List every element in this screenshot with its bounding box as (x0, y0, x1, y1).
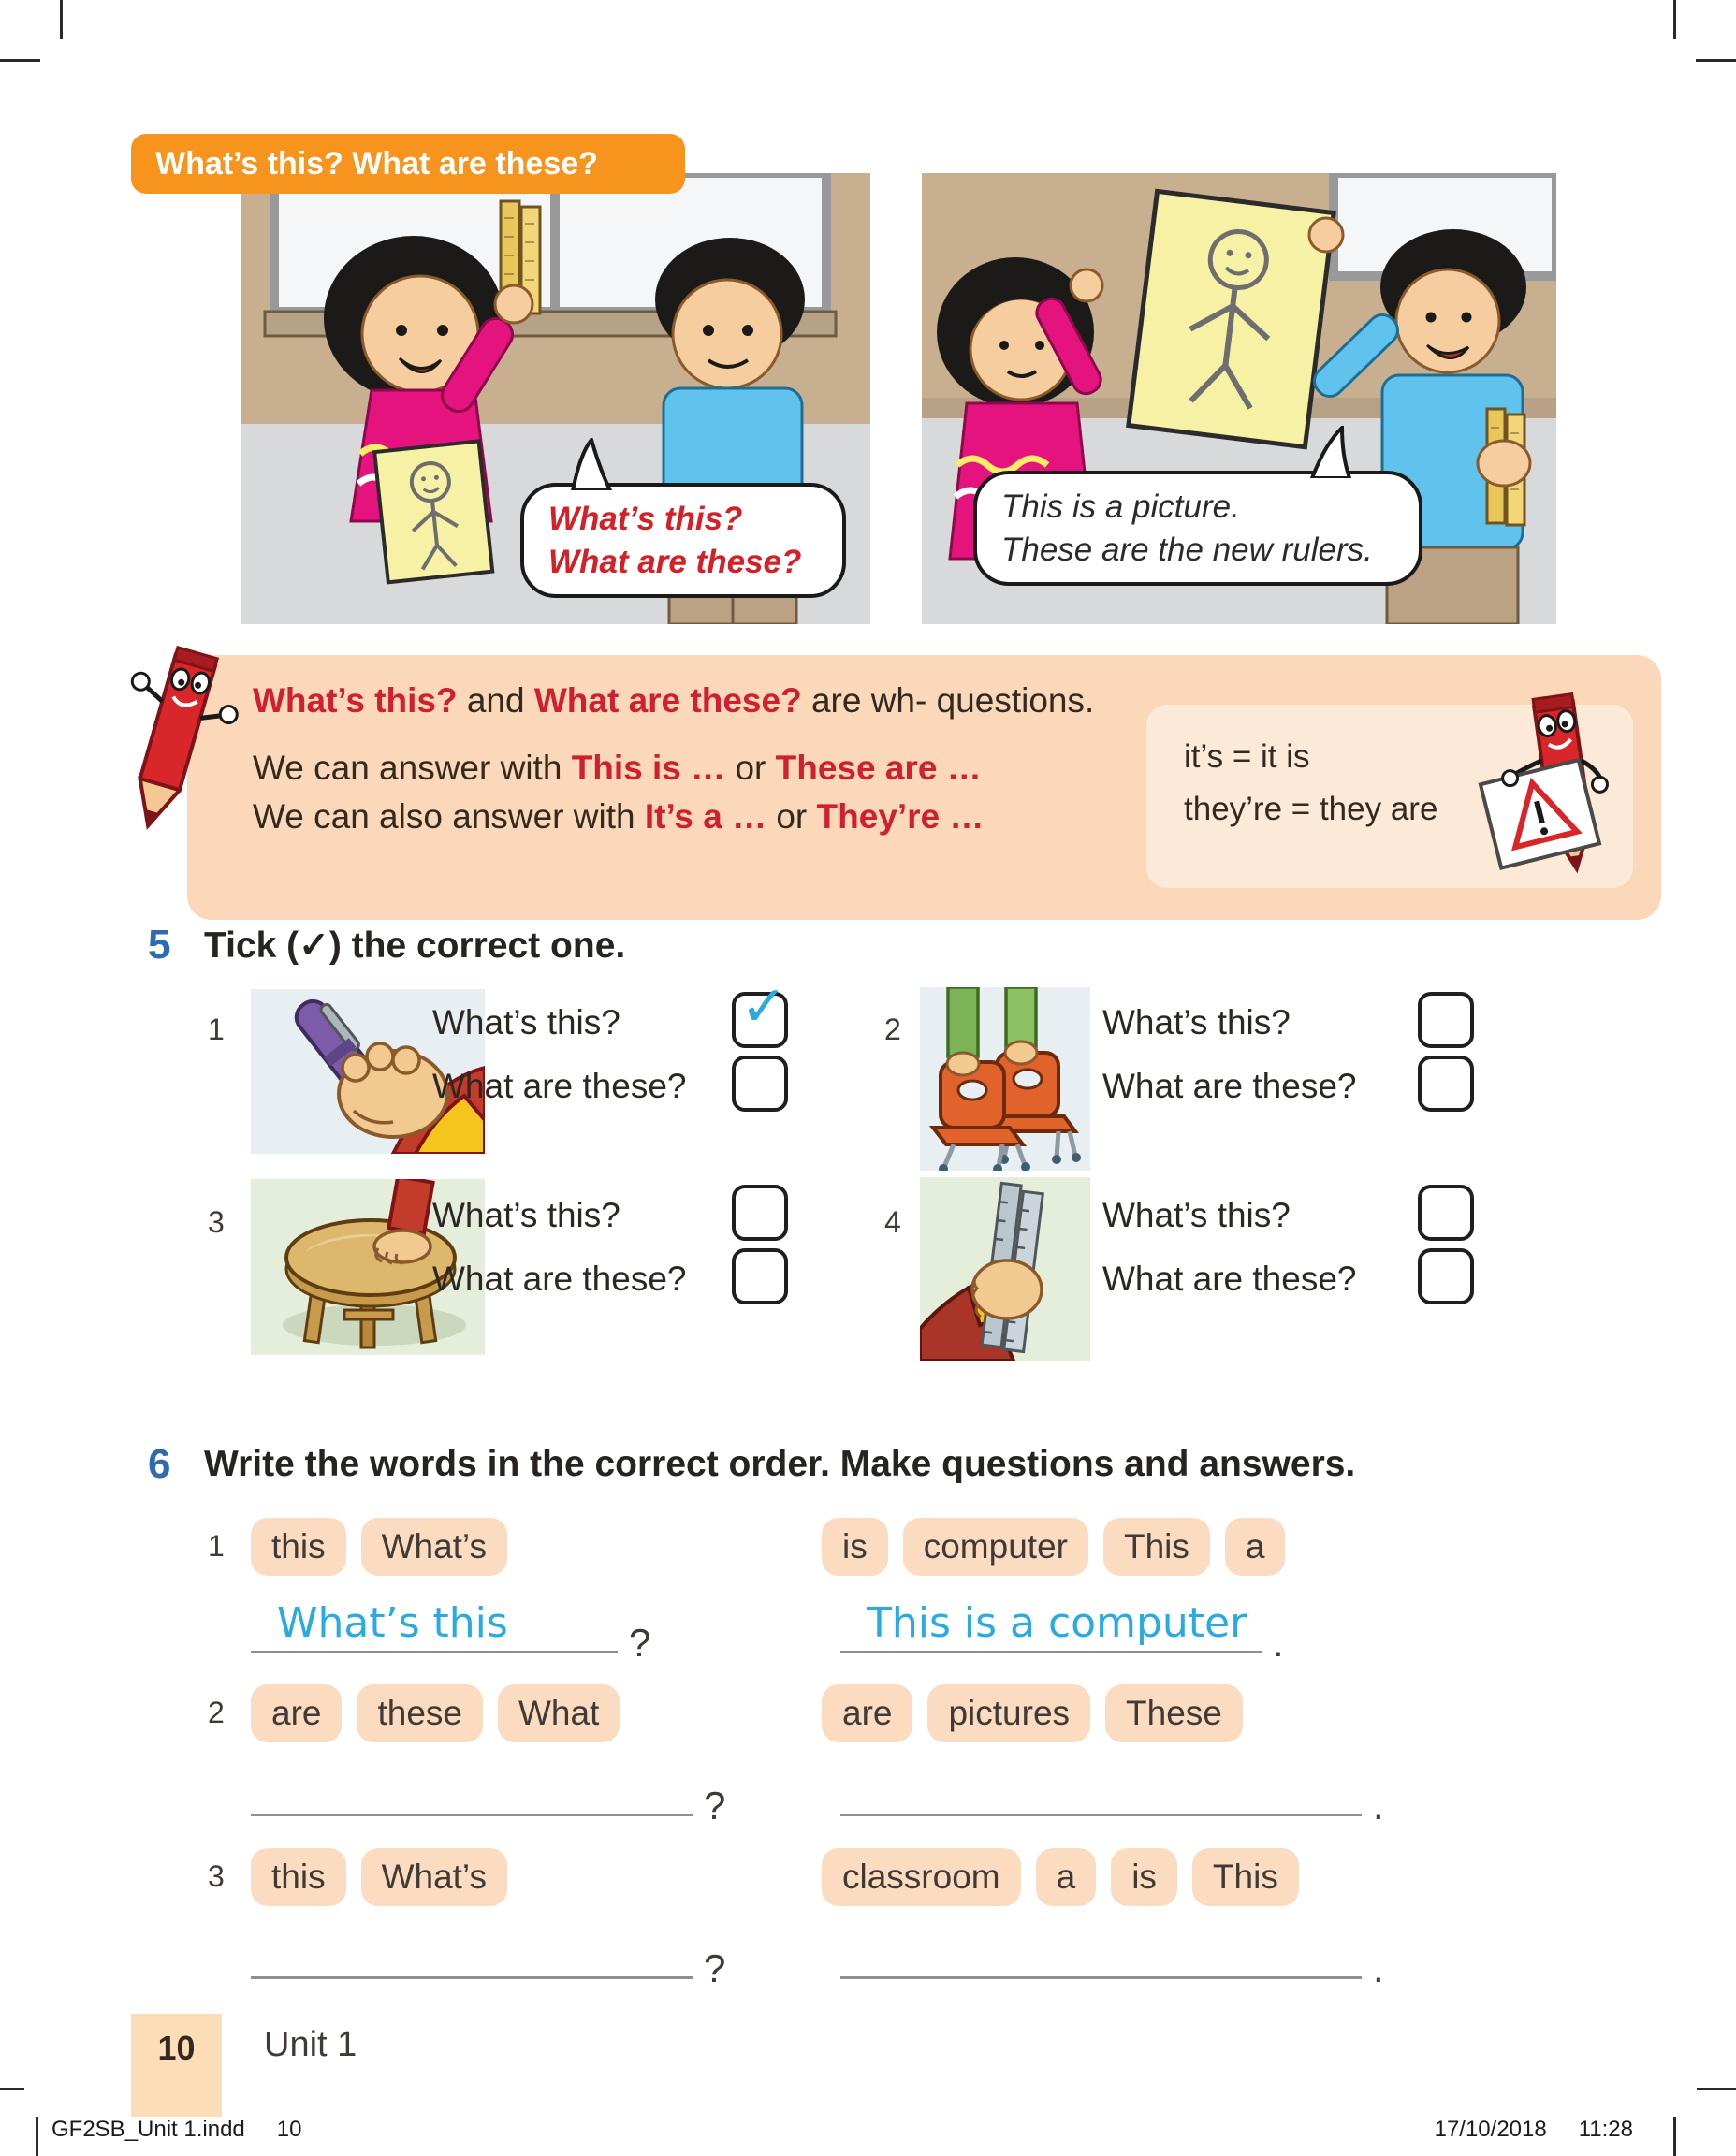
checkbox-item3-singular[interactable] (732, 1185, 788, 1241)
exercise6-number: 6 (148, 1441, 171, 1487)
question-mark: ? (704, 1784, 726, 1828)
option-plural-label: What are these? (432, 1067, 687, 1105)
question-answer-slot (251, 1591, 651, 1665)
grammar-question-2: What are these? (533, 681, 802, 720)
statement-answer-slot (840, 1916, 1384, 1990)
checkbox-item1-singular[interactable] (732, 974, 788, 1048)
page-number-tab (131, 2014, 222, 2117)
checkbox-item4-plural[interactable] (1418, 1248, 1474, 1304)
answer-line-question[interactable] (251, 1591, 618, 1653)
option-singular-label: What’s this? (1102, 1003, 1291, 1042)
item-number: 4 (884, 1205, 901, 1239)
item-photo-chairs (920, 987, 1090, 1175)
rulers-in-hand-icon (920, 1177, 1090, 1361)
full-stop: . (1273, 1621, 1284, 1665)
row-number: 3 (208, 1859, 225, 1893)
checkbox-item2-plural[interactable] (1418, 1056, 1474, 1112)
page-number: 10 (157, 2029, 196, 2067)
picture-paper-drawing (374, 441, 492, 582)
word-tile: pictures (927, 1684, 1090, 1742)
word-tile: computer (903, 1518, 1088, 1576)
full-stop: . (1373, 1946, 1384, 1990)
picture-paper-drawing (1129, 191, 1334, 446)
crop-mark (36, 2117, 38, 2156)
print-time: 11:28 (1578, 2117, 1633, 2142)
word-tile: a (1036, 1848, 1097, 1906)
print-info-right (1435, 2117, 1633, 2143)
question-answer-slot (251, 1916, 726, 1990)
word-tile-group (822, 1848, 1299, 1906)
word-tile: This (1192, 1848, 1299, 1906)
checkbox-item4-singular[interactable] (1418, 1185, 1474, 1241)
word-tile: a (1225, 1518, 1286, 1576)
checkbox-item3-plural[interactable] (732, 1248, 788, 1304)
contraction-note-line-1: it’s = it is (1184, 738, 1310, 775)
question-mark: ? (704, 1946, 726, 1990)
speech-bubble-tail (560, 438, 620, 490)
exercise5-number: 5 (148, 922, 171, 968)
item-number: 2 (884, 1012, 901, 1046)
speech-line: What’s this? (548, 501, 743, 537)
grammar-rule-line-2: We can answer with This is … or These are … (253, 749, 982, 787)
option-plural-label: What are these? (1102, 1260, 1357, 1298)
grammar-rule-line-1: What’s this? and What are these? are wh- questions. (253, 681, 1095, 720)
answer-line-statement[interactable] (840, 1754, 1362, 1816)
answer-line-question[interactable] (251, 1754, 693, 1816)
crop-mark (1673, 0, 1676, 39)
word-tile: These (1105, 1684, 1243, 1742)
option-plural-label: What are these? (1102, 1067, 1357, 1105)
statement-answer-slot (840, 1754, 1384, 1828)
crop-mark (0, 2088, 24, 2090)
word-tile: What’s (361, 1848, 507, 1906)
item-number: 3 (208, 1205, 225, 1239)
word-tile: This (1103, 1518, 1210, 1576)
crop-mark (0, 59, 40, 62)
crop-mark (1696, 59, 1736, 62)
full-stop: . (1373, 1784, 1384, 1828)
print-date: 17/10/2018 (1434, 2117, 1547, 2142)
answer-line-question[interactable] (251, 1916, 693, 1979)
crop-mark (60, 0, 63, 39)
speech-bubble-question (520, 483, 846, 598)
speech-line: These are the new rulers. (1001, 531, 1373, 568)
lesson-title-badge: What’s this? What are these? (131, 134, 685, 194)
word-tile: is (822, 1518, 888, 1576)
handwritten-answer: This is a computer (867, 1599, 1247, 1647)
item-number: 1 (208, 1012, 225, 1046)
handwritten-answer: What’s this (277, 1599, 508, 1647)
word-tile-group (251, 1518, 507, 1576)
option-singular-label: What’s this? (1102, 1196, 1291, 1234)
option-singular-label: What’s this? (432, 1003, 620, 1042)
answer-line-statement[interactable] (840, 1591, 1262, 1653)
statement-answer-slot (840, 1591, 1284, 1665)
word-tile: are (251, 1684, 342, 1742)
tick-mark: ✓ (740, 974, 788, 1040)
pencil-mascot-icon (105, 642, 255, 843)
option-plural-label: What are these? (432, 1260, 687, 1298)
speech-line: This is a picture. (1001, 488, 1240, 525)
exercise6-title: Write the words in the correct order. Make questions and answers. (204, 1444, 1356, 1484)
checkbox-item2-singular[interactable] (1418, 992, 1474, 1048)
question-answer-slot (251, 1754, 726, 1828)
crop-mark (1673, 2117, 1676, 2156)
word-tile: this (251, 1848, 346, 1906)
speech-bubble-answer (973, 471, 1422, 586)
word-tile: is (1111, 1848, 1177, 1906)
word-tile-group (822, 1684, 1243, 1742)
word-tile: What’s (361, 1518, 507, 1576)
speech-bubble-tail (1301, 426, 1361, 478)
speech-line: What are these? (548, 543, 802, 580)
crop-mark (1697, 2088, 1736, 2090)
unit-label: Unit 1 (264, 2025, 357, 2064)
answer-line-statement[interactable] (840, 1916, 1362, 1979)
word-tile-group (822, 1518, 1285, 1576)
checkbox-item1-plural[interactable] (732, 1056, 788, 1112)
question-mark: ? (629, 1621, 651, 1665)
grammar-question-1: What’s this? (253, 681, 458, 720)
two-chairs-icon (920, 987, 1090, 1171)
word-tile: What (498, 1684, 620, 1742)
word-tile: are (822, 1684, 912, 1742)
row-number: 2 (208, 1696, 225, 1729)
word-tile: classroom (822, 1848, 1021, 1906)
item-photo-rulers (920, 1177, 1090, 1365)
word-tile: these (357, 1684, 483, 1742)
grammar-rule-line-3: We can also answer with It’s a … or They’re … (253, 797, 985, 836)
print-info-left (51, 2117, 301, 2143)
row-number: 1 (208, 1529, 225, 1563)
print-page: 10 (276, 2117, 302, 2142)
exercise5-title: Tick (✓) the correct one. (204, 925, 626, 966)
pencil-warning-mascot-icon (1460, 679, 1633, 913)
word-tile-group (251, 1684, 620, 1742)
option-singular-label: What’s this? (432, 1196, 620, 1234)
contraction-note-line-2: they’re = they are (1184, 791, 1438, 827)
print-filename: GF2SB_Unit 1.indd (51, 2117, 245, 2142)
word-tile-group (251, 1848, 507, 1906)
word-tile: this (251, 1518, 346, 1576)
